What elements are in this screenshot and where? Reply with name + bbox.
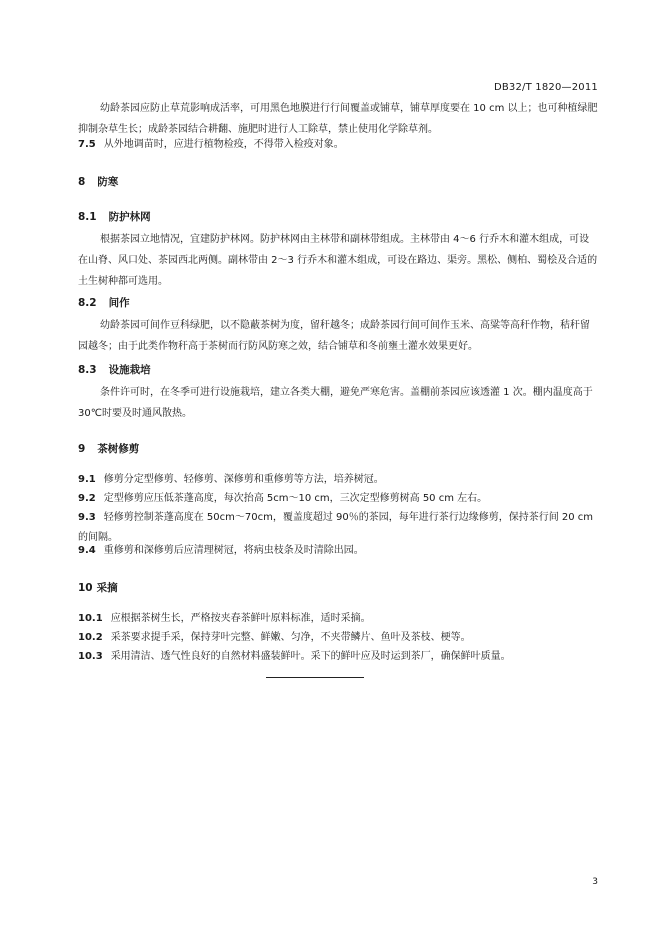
paragraph-8-3: 条件许可时，在冬季可进行设施栽培，建立各类大棚，避免严寒危害。盖棚前茶园应该透灌 1 次。棚内温度高于 30℃时要及时通风散热。 <box>78 387 593 419</box>
item-10-2 <box>78 628 598 648</box>
page-number: 3 <box>592 877 598 887</box>
section-heading-8 <box>78 174 118 189</box>
item-text: 从外地调苗时，应进行植物检疫，不得带入检疫对象。 <box>103 139 344 150</box>
item-text: 轻修剪控制茶蓬高度在 50cm～70cm，覆盖度超过 90％的茶园，每年进行茶行边缘修剪，保持茶行间 20 cm 的间隔。 <box>78 512 594 543</box>
item-10-1 <box>78 609 598 629</box>
subsection-number: 8.1 <box>78 211 97 223</box>
section-heading-9 <box>78 441 139 456</box>
subsection-heading-8-2 <box>78 295 130 310</box>
item-text: 定型修剪应压低茶蓬高度，每次抬高 5cm～10 cm，三次定型修剪树高 50 cm 左右。 <box>103 493 488 504</box>
item-text: 修剪分定型修剪、轻修剪、深修剪和重修剪等方法，培养树冠。 <box>103 474 384 485</box>
section-title: 防寒 <box>97 176 119 188</box>
subsection-title: 间作 <box>108 297 130 309</box>
item-text: 采茶要求提手采，保持芽叶完整、鲜嫩、匀净，不夹带鳞片、鱼叶及茶枝、梗等。 <box>110 632 471 643</box>
item-number: 9.4 <box>78 545 96 556</box>
end-rule <box>266 677 364 678</box>
item-number: 9.2 <box>78 493 96 504</box>
item-10-3 <box>78 647 598 667</box>
item-number: 9.3 <box>78 512 96 523</box>
subsection-title: 防护林网 <box>108 211 151 223</box>
section-number: 9 <box>78 443 86 455</box>
item-9-2 <box>78 489 598 509</box>
paragraph-7-4-continued: 幼龄茶园应防止草荒影响成活率，可用黑色地膜进行行间覆盖或铺草，铺草厚度要在 10 cm 以上；也可种植绿肥抑制杂草生长；成龄茶园结合耕翻、施肥时进行人工除草，禁止使用化学除草剂。 <box>78 103 598 135</box>
item-number: 10.1 <box>78 613 103 624</box>
section-number: 10 <box>78 582 93 594</box>
item-text: 采用清洁、透气性良好的自然材料盛装鲜叶。采下的鲜叶应及时运到茶厂，确保鲜叶质量。 <box>110 651 511 662</box>
subsection-number: 8.2 <box>78 297 97 309</box>
paragraph-8-2: 幼龄茶园可间作豆科绿肥，以不隐蔽茶树为度，留秆越冬；成龄茶园行间可间作玉米、高粱等高秆作物，秸秆留园越冬；由于此类作物秆高于茶树而行防风防寒之效，结合铺草和冬前壅土灌水效果更好。 <box>78 320 590 352</box>
standard-code: DB32/T 1820—2011 <box>493 82 598 93</box>
item-9-1 <box>78 470 598 490</box>
subsection-heading-8-1 <box>78 209 151 224</box>
item-text: 应根据茶树生长，严格按夹春茶鲜叶原料标准，适时采摘。 <box>110 613 371 624</box>
item-7-5 <box>78 135 598 155</box>
subsection-number: 8.3 <box>78 364 97 376</box>
item-number: 10.3 <box>78 651 103 662</box>
item-number: 9.1 <box>78 474 96 485</box>
subsection-title: 设施栽培 <box>108 364 151 376</box>
item-number: 10.2 <box>78 632 103 643</box>
item-text: 重修剪和深修剪后应清理树冠，将病虫枝条及时清除出园。 <box>103 545 364 556</box>
section-title: 采摘 <box>96 582 118 594</box>
paragraph-8-1: 根据茶园立地情况，宜建防护林网。防护林网由主林带和副林带组成。主林带由 4～6 行乔木和灌木组成，可设在山脊、风口处、茶园西北两侧。副林带由 2～3 行乔木和灌木组成，可设在路边、渠旁。黑松、侧柏、蜀桧及合适的土生树种都可选用。 <box>78 234 598 287</box>
subsection-heading-8-3 <box>78 362 151 377</box>
item-number: 7.5 <box>78 139 96 150</box>
section-number: 8 <box>78 176 86 188</box>
section-heading-10 <box>78 580 118 595</box>
item-9-4 <box>78 541 598 561</box>
section-title: 茶树修剪 <box>97 443 140 455</box>
